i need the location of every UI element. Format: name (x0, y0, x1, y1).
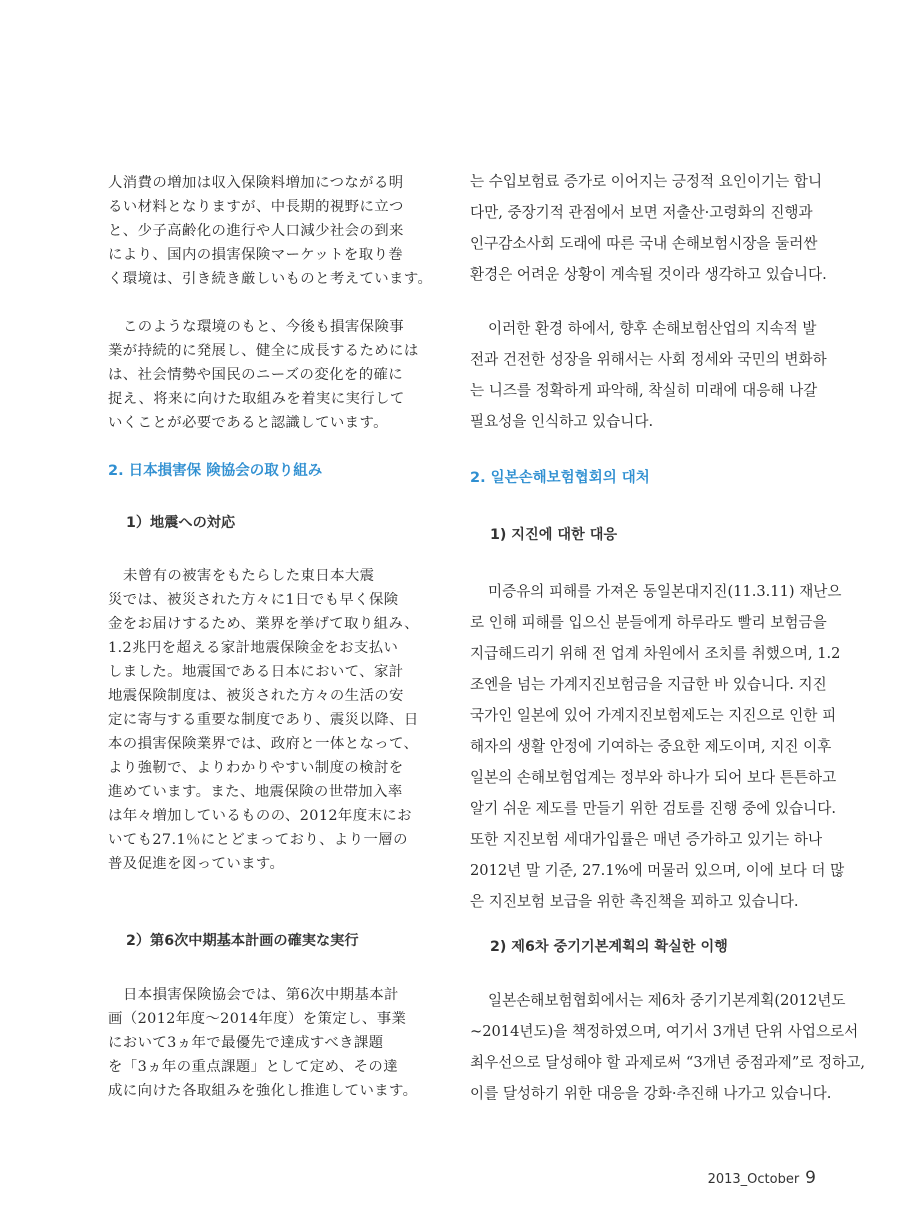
text-line: 최우선으로 달성해야 할 과제로써 “3개년 중점과제”로 정하고, (470, 1054, 866, 1071)
text-line: るい材料となりますが、中長期的視野に立つ (108, 199, 404, 215)
text-line: 또한 지진보험 세대가입률은 매년 증가하고 있기는 하나 (470, 831, 823, 848)
jp-paragraph-1 (108, 171, 438, 291)
text-line: 業が持続的に発展し、健全に成長するためには (108, 343, 419, 359)
page-footer (708, 1168, 816, 1188)
jp-paragraph-4 (108, 983, 438, 1103)
text-line: 인구감소사회 도래에 따른 국내 손해보험시장을 둘러싼 (470, 235, 818, 252)
text-line: 환경은 어려운 상황이 계속될 것이라 생각하고 있습니다. (470, 266, 827, 283)
page-number: 9 (805, 1168, 816, 1188)
text-line: 成に向けた各取組みを強化し推進しています。 (108, 1083, 418, 1099)
text-line: 필요성을 인식하고 있습니다. (470, 413, 654, 430)
text-line: と、少子高齢化の進行や人口減少社会の到来 (108, 223, 404, 239)
text-line: 지급해드리기 위해 전 업계 차원에서 조치를 취했으며, 1.2 (470, 645, 841, 662)
text-line: 다만, 중장기적 관점에서 보면 저출산·고령화의 진행과 (470, 204, 813, 221)
text-line: 미증유의 피해를 가져온 동일본대지진(11.3.11) 재난으 (488, 583, 842, 600)
ko-paragraph-2 (470, 313, 827, 437)
text-line: 災では、被災された方々に1日でも早く保険 (108, 592, 399, 608)
text-line: 는 수입보험료 증가로 이어지는 긍정적 요인이기는 합니 (470, 173, 823, 190)
text-line: 日本損害保険協会では、第6次中期基本計 (123, 987, 399, 1003)
text-line: 국가인 일본에 있어 가계지진보험제도는 지진으로 인한 피 (470, 707, 837, 724)
text-line: 일본손해보험협회에서는 제6차 중기기본계획(2012년도 (488, 992, 846, 1009)
jp-section-heading: 2. 日本損害保 険協会の取り組み (108, 463, 323, 479)
text-line: 알기 쉬운 제도를 만들기 위한 검토를 진행 중에 있습니다. (470, 800, 836, 817)
text-line: 는 니즈를 정확하게 파악해, 착실히 미래에 대응해 나갈 (470, 382, 818, 399)
text-line: このような環境のもと、今後も損害保険事 (123, 319, 405, 335)
jp-subheading-earthquake: 1）地震への対応 (126, 515, 236, 531)
ko-paragraph-3 (470, 576, 845, 917)
text-line: 1.2兆円を超える家計地震保険金をお支払い (108, 640, 399, 656)
text-line: より強靭で、よりわかりやすい制度の検討を (108, 760, 404, 776)
text-line: 金をお届けするため、業界を挙げて取り組み、 (108, 616, 419, 632)
jp-subheading-midterm-plan: 2）第6次中期基本計画の確実な実行 (126, 933, 359, 949)
text-line: 普及促進を図っています。 (108, 856, 285, 872)
text-line: いても27.1％にとどまっており、より一層の (108, 832, 408, 848)
ko-subheading-midterm-plan: 2) 제6차 중기기본계획의 확실한 이행 (490, 939, 728, 955)
text-line: 해자의 생활 안정에 기여하는 중요한 제도이며, 지진 이후 (470, 738, 832, 755)
text-line: 일본의 손해보험업계는 정부와 하나가 되어 보다 튼튼하고 (470, 769, 837, 786)
text-line: 2012년 말 기준, 27.1%에 머물러 있으며, 이에 보다 더 많 (470, 862, 845, 879)
jp-paragraph-3 (108, 564, 438, 876)
text-line: 은 지진보험 보급을 위한 촉진책을 꾀하고 있습니다. (470, 893, 799, 910)
text-line: 이를 달성하기 위한 대응을 강화·추진해 나가고 있습니다. (470, 1085, 832, 1102)
text-line: く環境は、引き続き厳しいものと考えています。 (108, 271, 433, 287)
text-line: ~2014년도)을 책정하였으며, 여기서 3개년 단위 사업으로서 (470, 1023, 859, 1040)
text-line: は、社会情勢や国民のニーズの変化を的確に (108, 367, 404, 383)
text-line: を「3ヵ年の重点課題」として定め、その達 (108, 1059, 399, 1075)
text-line: 定に寄与する重要な制度であり、震災以降、日 (108, 712, 419, 728)
text-line: において3ヵ年で最優先で達成すべき課題 (108, 1035, 384, 1051)
text-line: 未曾有の被害をもたらした東日本大震 (123, 568, 375, 584)
text-line: 이러한 환경 하에서, 향후 손해보험산업의 지속적 발 (488, 320, 817, 337)
text-line: により、国内の損害保険マーケットを取り巻 (108, 247, 404, 263)
ko-paragraph-4 (470, 985, 866, 1109)
issue-label: 2013_October (707, 1172, 800, 1187)
text-line: 조엔을 넘는 가계지진보험금을 지급한 바 있습니다. 지진 (470, 676, 827, 693)
text-line: 本の損害保険業界では、政府と一体となって、 (108, 736, 419, 752)
ko-subheading-earthquake: 1) 지진에 대한 대응 (490, 527, 618, 543)
jp-paragraph-2 (108, 315, 438, 435)
text-line: いくことが必要であると認識しています。 (108, 415, 388, 431)
text-line: 捉え、将来に向けた取組みを着実に実行して (108, 391, 405, 407)
ko-section-heading: 2. 일본손해보험협회의 대처 (470, 470, 650, 486)
text-line: 画（2012年度～2014年度）を策定し、事業 (108, 1011, 407, 1027)
text-line: 로 인해 피해를 입으신 분들에게 하루라도 빨리 보험금을 (470, 614, 827, 631)
text-line: 人消費の増加は収入保険料増加につながる明 (108, 175, 404, 191)
ko-paragraph-1 (470, 166, 827, 290)
text-line: しました。地震国である日本において、家計 (108, 664, 404, 680)
text-line: 地震保険制度は、被災された方々の生活の安 (108, 688, 404, 704)
text-line: は年々増加しているものの、2012年度末にお (108, 808, 412, 824)
text-line: 進めています。また、地震保険の世帯加入率 (108, 784, 403, 800)
text-line: 전과 건전한 성장을 위해서는 사회 정세와 국민의 변화하 (470, 351, 827, 368)
